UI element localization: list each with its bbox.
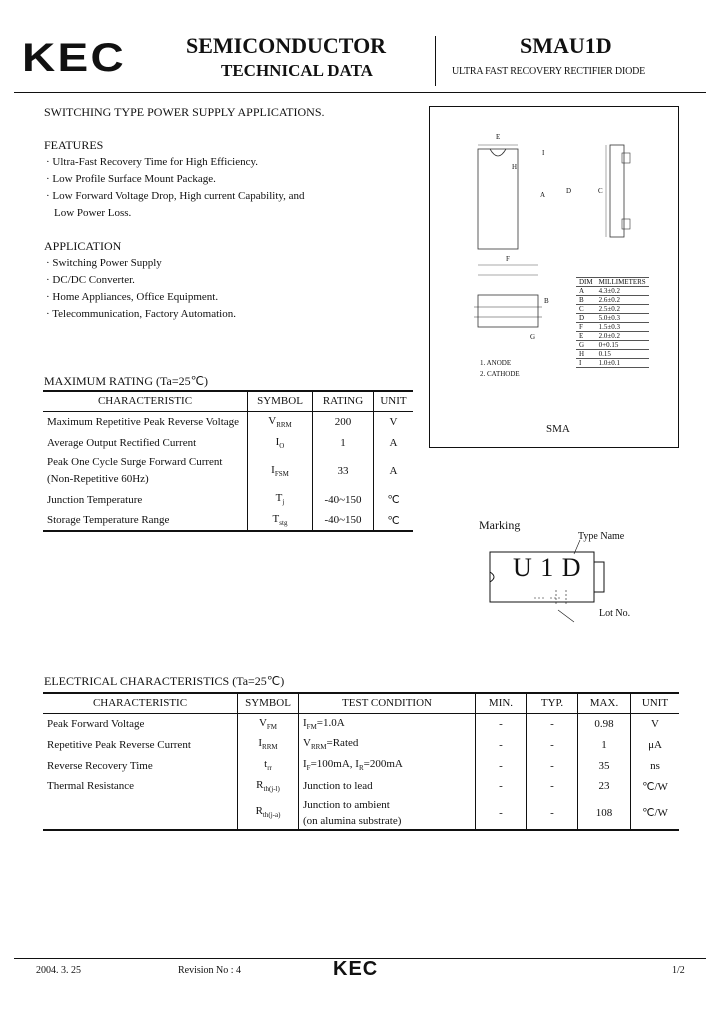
cell-max: 0.98 [578, 713, 631, 734]
application-list [46, 255, 236, 323]
footer-date: 2004. 3. 25 [36, 965, 81, 976]
cell-char: Junction Temperature [47, 493, 143, 506]
table-row: I 1.0±0.1 [576, 359, 649, 368]
table-row: E 2.0±0.2 [576, 332, 649, 341]
dim-label: D [566, 187, 572, 195]
cell-rating: 200 [313, 411, 374, 433]
cell-char: Thermal Resistance [47, 780, 135, 792]
cell-typ: - [527, 713, 578, 734]
header-subtitle: TECHNICAL DATA [221, 61, 373, 80]
dim-label: H [512, 163, 518, 171]
table-row: F 1.5±0.3 [576, 323, 649, 332]
table-row: A 4.3±0.2 [576, 287, 649, 296]
pin-cathode-label: 2. CATHODE [480, 370, 520, 378]
cell-symbol: $T_j$ [248, 489, 313, 510]
header-rule [14, 92, 706, 93]
table-row [43, 755, 679, 776]
max-rating-heading: MAXIMUM RATING (Ta=25℃) [44, 374, 209, 388]
pin-anode-label: 1. ANODE [480, 359, 512, 367]
marking-heading: Marking [479, 518, 521, 532]
package-outline-box [429, 106, 679, 448]
footer-revision: Revision No : 4 [178, 965, 242, 976]
cell-unit: μA [631, 734, 680, 755]
cell-rating: -40~150 [313, 510, 374, 531]
cell-max: 23 [578, 776, 631, 796]
cell-unit: V [374, 411, 414, 433]
dim-label: A [540, 191, 546, 199]
dim-label: C [598, 187, 603, 195]
dim-label: I [542, 149, 545, 157]
marking-code: U 1 D [513, 553, 582, 582]
cell-condition: $I_{FM}=1.0A$ [299, 713, 476, 734]
dim-label: G [530, 333, 536, 341]
marking-type-name-label: Type Name [578, 531, 625, 542]
col-typ: TYP. [527, 693, 578, 713]
cell-rating: 1 [313, 433, 374, 453]
cell-symbol: $T_{stg}$ [248, 510, 313, 531]
features-list [46, 154, 305, 222]
cell-rating: -40~150 [313, 489, 374, 510]
cell-min: - [476, 755, 527, 776]
cell-unit: ℃ [374, 510, 414, 531]
part-description: ULTRA FAST RECOVERY RECTIFIER DIODE [452, 66, 646, 77]
cell-typ: - [527, 734, 578, 755]
table-row [43, 411, 413, 433]
dimension-table [576, 277, 649, 368]
col-unit: UNIT [374, 391, 414, 411]
part-number: SMAU1D [520, 33, 612, 58]
cell-rating: 33 [313, 453, 374, 489]
table-header-row [43, 391, 413, 411]
table-row: G 0+0.15 [576, 341, 649, 350]
table-row [43, 713, 679, 734]
package-end-view [478, 295, 538, 327]
electrical-table [43, 692, 679, 831]
feature-item: · Low Profile Surface Mount Package. [46, 173, 216, 185]
table-header-row: DIM MILLIMETERS [576, 278, 649, 287]
col-unit: UNIT [631, 693, 680, 713]
cell-symbol: $I_O$ [248, 433, 313, 453]
col-min: MIN. [476, 693, 527, 713]
col-max: MAX. [578, 693, 631, 713]
table-row: C 2.5±0.2 [576, 305, 649, 314]
header-title: SEMICONDUCTOR [186, 33, 387, 58]
table-row [43, 734, 679, 755]
col-rating: RATING [313, 391, 374, 411]
table-header-row [43, 693, 679, 713]
cell-unit: ℃ [374, 489, 414, 510]
table-row [43, 433, 413, 453]
cell-unit: V [631, 713, 680, 734]
package-name: SMA [546, 423, 570, 435]
application-item: · Telecommunication, Factory Automation. [46, 308, 236, 320]
cell-char: Maximum Repetitive Peak Reverse Voltage [47, 416, 240, 429]
footer-kec-logo: KEC [333, 958, 379, 980]
table-row [43, 510, 413, 531]
cell-max: 1 [578, 734, 631, 755]
cell-unit: ℃/W [631, 776, 680, 796]
cell-typ: - [527, 776, 578, 796]
col-symbol: SYMBOL [238, 693, 299, 713]
cell-unit: ns [631, 755, 680, 776]
cell-char: Peak One Cycle Surge Forward Current (Non-Repetitive 60Hz) [47, 456, 223, 485]
cell-char: Average Output Rectified Current [47, 437, 197, 449]
cell-symbol: $R_{th(j-l)}$ [238, 776, 299, 796]
cell-char: Storage Temperature Range [47, 514, 170, 526]
cell-char: Repetitive Peak Reverse Current [47, 738, 191, 751]
table-row: H 0.15 [576, 350, 649, 359]
table-row: D 5.0±0.3 [576, 314, 649, 323]
col-symbol: SYMBOL [248, 391, 313, 411]
footer-page-number: 1/2 [672, 965, 685, 976]
cell-min: - [476, 734, 527, 755]
feature-item: · Ultra-Fast Recovery Time for High Efficiency. [46, 156, 259, 168]
application-title: SWITCHING TYPE POWER SUPPLY APPLICATIONS. [44, 105, 325, 119]
features-heading: FEATURES [44, 138, 104, 152]
cell-symbol: $V_{FM}$ [238, 713, 299, 734]
cell-symbol: $I_{RRM}$ [238, 734, 299, 755]
cell-char: Reverse Recovery Time [47, 759, 153, 772]
cell-typ: - [527, 796, 578, 830]
application-item: · Switching Power Supply [46, 257, 162, 269]
feature-item: Low Power Loss. [54, 207, 132, 219]
cell-unit: ℃/W [631, 796, 680, 830]
cell-symbol: $R_{th(j-a)}$ [238, 796, 299, 830]
table-row [43, 453, 413, 489]
cell-condition: Junction to ambient (on alumina substrate) [299, 796, 476, 830]
header-divider [435, 36, 436, 86]
cell-max: 108 [578, 796, 631, 830]
kec-logo: KEC [22, 36, 127, 80]
col-characteristic: CHARACTERISTIC [43, 391, 248, 411]
cell-unit: A [374, 453, 414, 489]
table-row: B 2.6±0.2 [576, 296, 649, 305]
application-heading: APPLICATION [44, 239, 122, 253]
marking-lot-no-label: Lot No. [599, 608, 631, 619]
max-rating-table [43, 390, 413, 532]
col-characteristic: CHARACTERISTIC [43, 693, 238, 713]
cell-min: - [476, 713, 527, 734]
dim-label: F [506, 255, 510, 263]
cell-char: Peak Forward Voltage [47, 717, 145, 730]
cell-condition: $V_{RRM}=Rated$ [299, 734, 476, 755]
cell-symbol: $V_{RRM}$ [248, 411, 313, 433]
dim-label: B [544, 297, 549, 305]
cell-symbol: $t_{rr}$ [238, 755, 299, 776]
cell-symbol: $I_{FSM}$ [248, 453, 313, 489]
cell-min: - [476, 796, 527, 830]
application-item: · Home Appliances, Office Equipment. [46, 291, 219, 303]
cell-typ: - [527, 755, 578, 776]
cell-condition: $I_F=100mA$, $I_R=200mA$ [299, 755, 476, 776]
table-row [43, 489, 413, 510]
feature-item: · Low Forward Voltage Drop, High current Capability, and [46, 190, 305, 202]
application-item: · DC/DC Converter. [46, 274, 135, 286]
electrical-heading: ELECTRICAL CHARACTERISTICS (Ta=25℃) [44, 674, 285, 688]
cell-min: - [476, 776, 527, 796]
cell-condition: Junction to lead [299, 776, 476, 796]
dim-label: E [496, 133, 501, 141]
table-row [43, 776, 679, 796]
col-test-condition: TEST CONDITION [299, 693, 476, 713]
cell-unit: A [374, 433, 414, 453]
cell-max: 35 [578, 755, 631, 776]
